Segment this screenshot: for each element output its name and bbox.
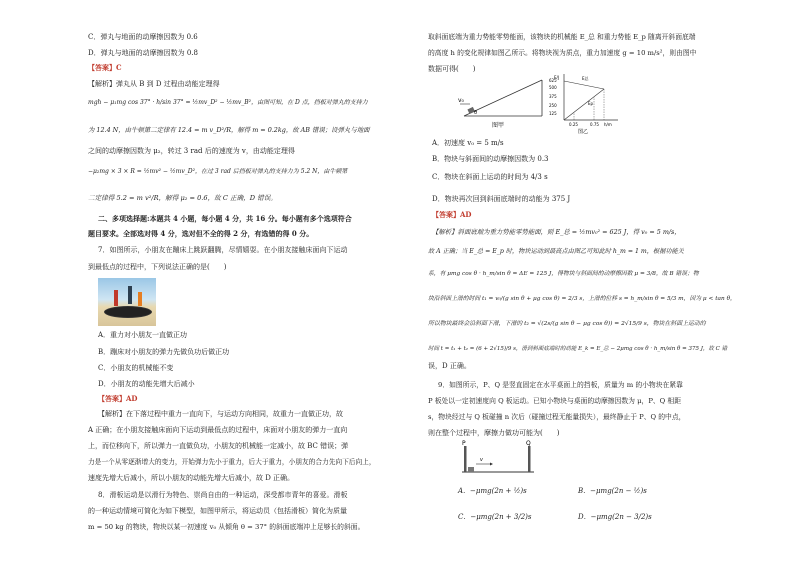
velocity-label: v bbox=[480, 457, 483, 463]
y-tick: 125 bbox=[549, 111, 557, 116]
child-figure bbox=[114, 290, 118, 306]
series-label-potential: Ep bbox=[588, 101, 594, 106]
q7-stem: 7．如图所示，小朋友在蹦床上跳跃翻腾，尽情嬉耍。在小朋友接触床面向下运动 bbox=[98, 246, 348, 254]
q7-analysis-line: 力是一个从零逐渐增大的变力，开始弹力先小于重力，后大于重力，小朋友的合力先向下后向上， bbox=[88, 458, 376, 466]
plate-p-label: P bbox=[462, 440, 466, 447]
q8-analysis-line: 【解析】斜面底端为重力势能零势能面，则 E_总 = ½mv₀² = 625 J，得 v₀ = 5 m/s， bbox=[432, 228, 681, 236]
q9-stem: 则在整个过程中，摩擦力做功可能为( ) bbox=[428, 429, 560, 437]
q8-option-a: A．初速度 v₀ = 5 m/s bbox=[432, 139, 504, 147]
q9-stem: s，物块经过与 Q 板碰撞 n 次后（碰撞过程无能量损失），最终静止于 P、Q 的中点， bbox=[428, 413, 686, 421]
trampoline-photo bbox=[98, 278, 156, 326]
q8-stem: 数据可得( ) bbox=[428, 65, 476, 73]
series-label-total: E总 bbox=[582, 76, 589, 81]
figure-caption: 图乙 bbox=[578, 129, 589, 134]
section-heading: 二、多项选择题:本题共 4 小题，每小题 4 分，共 16 分。每小题有多个选项符合 bbox=[98, 214, 352, 223]
q7-analysis-line: 【解析】在下落过程中重力一直向下，与运动方向相同，故重力一直做正功，故 bbox=[98, 410, 343, 418]
q8-answer: 【答案】AD bbox=[432, 210, 472, 219]
q8-analysis-line: 误，D 正确。 bbox=[428, 362, 471, 370]
y-tick: 500 bbox=[549, 85, 557, 90]
q6-analysis-line: −μ₂mg × 3 × R = ½mv² − ½mv_D²，在过 3 rad 后挡板对弹丸的支持力为 5.2 N，由牛顿第 bbox=[88, 168, 348, 175]
y-tick: 250 bbox=[549, 103, 557, 108]
y-tick: 625 bbox=[549, 78, 557, 83]
x-axis-unit: h/m bbox=[604, 122, 612, 127]
q8-analysis-line: 块沿斜面上滑的时间 t₁ = v₀/(g sin θ + μg cos θ) = 2/3 s，上滑的位移 s = h_m/sin θ = 5/3 m，因为 μ < tan θ， bbox=[428, 296, 736, 302]
q6-analysis-line: 之间的动摩擦因数为 μ₂，转过 3 rad 后的速度为 v，由动能定理得 bbox=[88, 147, 295, 155]
figure-caption: 图甲 bbox=[492, 122, 505, 129]
q8-analysis-line: 时间 t = t₁ + t₂ = (6 + 2√15)/9 s，滑到斜面底端时的动能 E_k = E_总 − 2μmg cos θ · h_m/sin θ = 375 J，故 C 错 bbox=[428, 346, 728, 352]
q6-option-d: D．弹丸与地面的动摩擦因数为 0.8 bbox=[88, 49, 198, 57]
y-tick: 375 bbox=[549, 94, 557, 99]
q7-option-b: B．蹦床对小朋友的弹力先做负功后做正功 bbox=[98, 348, 230, 356]
potential-energy-line bbox=[564, 89, 604, 120]
q7-answer: 【答案】AD bbox=[98, 394, 138, 403]
section-heading: 题目要求。全部选对得 4 分，选对但不全的得 2 分，有选错的得 0 分。 bbox=[88, 229, 314, 238]
trampoline-shape bbox=[104, 306, 152, 318]
q6-analysis-line: 二定律得 5.2 = m v²/R，解得 μ₂ = 0.6，故 C 正确，D 错误。 bbox=[88, 194, 277, 202]
pq-plates-figure bbox=[458, 440, 538, 478]
q6-analysis-line: 为 12.4 N，由牛顿第二定律有 12.4 = m v_D²/R，解得 m = 0.2kg，故 AB 错误；设弹丸与地面 bbox=[88, 126, 370, 134]
q7-option-a: A．重力对小朋友一直做正功 bbox=[98, 331, 188, 339]
q6-analysis-line: mgh − μ₁mg cos 37° · h/sin 37° = ½mv_D² − ½mv_B²，由图可知，在 D 点，挡板对弹丸的支持力 bbox=[88, 99, 368, 106]
q8-stem: m = 50 kg 的物块，物块以某一初速度 v₀ 从倾角 θ = 37° 的斜面底端冲上足够长的斜面。 bbox=[88, 523, 365, 531]
q9-option-d: D．−μmg(2n − 3/2)s bbox=[578, 513, 652, 521]
q8-stem: 取斜面底端为重力势能零势能面，该物块的机械能 E_总 和重力势能 E_p 随离开斜面底端 bbox=[428, 33, 696, 41]
q9-option-c: C．−μmg(2n + 3/2)s bbox=[458, 513, 532, 521]
q9-option-b: B．−μmg(2n − ½)s bbox=[578, 487, 647, 495]
x-tick: 0.25 bbox=[569, 122, 578, 127]
q8-analysis-line: 系，有 μmg cos θ · h_m/sin θ = ΔE = 125 J，得物块与斜面间的动摩擦因数 μ = 3/8，故 B 错误；物 bbox=[428, 271, 699, 277]
q6-option-c: C．弹丸与地面的动摩擦因数为 0.6 bbox=[88, 33, 198, 41]
plate-q-label: Q bbox=[526, 440, 531, 447]
q7-analysis-line: 上，而位移向下，所以弹力一直做负功，小朋友的机械能一定减小，故 BC 错误；弹 bbox=[88, 442, 349, 450]
q8-option-c: C．物块在斜面上运动的时间为 4/3 s bbox=[432, 173, 548, 181]
q9-option-a: A．−μmg(2n + ½)s bbox=[458, 487, 527, 495]
q9-stem: P 板处以一定初速度向 Q 板运动。已知小物块与桌面的动摩擦因数为 μ，P、Q 相距 bbox=[428, 397, 682, 405]
q6-analysis-line: 【解析】弹丸从 B 到 D 过程由动能定理得 bbox=[88, 80, 220, 88]
x-tick: 0.75 bbox=[590, 122, 599, 127]
q8-stem: 8．滑板运动是以滑行为特色、崇尚自由的一种运动，深受都市青年的喜爱。滑板 bbox=[98, 491, 348, 499]
incline-figure bbox=[458, 74, 546, 130]
q7-option-c: C．小朋友的机械能不变 bbox=[98, 364, 174, 372]
q8-analysis-line: 故 A 正确；当 E_总 = E_p 时，物块运动到最高点由图乙可知此时 h_m = 1 m，根据功能关 bbox=[428, 248, 684, 255]
svg-text:θ: θ bbox=[474, 110, 478, 116]
q7-analysis-line: A 正确；在小朋友接触床面向下运动到最低点的过程中，床面对小朋友的弹力一直向 bbox=[88, 426, 348, 434]
q8-option-b: B．物块与斜面间的动摩擦因数为 0.3 bbox=[432, 155, 549, 163]
child-figure bbox=[128, 286, 132, 304]
q7-analysis-line: 速度先增大后减小，所以小朋友的动能先增大后减小，故 D 正确。 bbox=[88, 474, 295, 482]
q8-analysis-line: 所以物块最终会沿斜面下滑，下滑的 t₂ = √(2s/(g sin θ − μg cos θ)) = 2√15/9 s，物块在斜面上运动的 bbox=[428, 321, 706, 327]
q8-stem: 的高度 h 的变化规律如图乙所示。将物块视为质点，重力加速度 g = 10 m/s²，则由图中 bbox=[428, 49, 697, 57]
q7-stem: 到最低点的过程中，下列说法正确的是( ) bbox=[88, 263, 227, 271]
velocity-label: v₀ bbox=[458, 97, 464, 104]
energy-graph-figure bbox=[548, 72, 620, 134]
q8-stem: 的一种运动情境可简化为如下模型，如图甲所示，将运动员（包括滑板）简化为质量 bbox=[88, 507, 347, 515]
q7-option-d: D．小朋友的动能先增大后减小 bbox=[98, 380, 195, 388]
q8-option-d: D．物块再次回到斜面底端时的动能为 375 J bbox=[432, 195, 571, 203]
total-energy-line bbox=[564, 81, 604, 89]
child-figure bbox=[138, 292, 142, 306]
q6-answer: 【答案】C bbox=[88, 63, 122, 72]
q9-stem: 9．如图所示，P、Q 是竖直固定在水平桌面上的挡板，质量为 m 的小物块在紧靠 bbox=[438, 381, 683, 389]
y-axis-unit: E/J bbox=[554, 75, 560, 80]
